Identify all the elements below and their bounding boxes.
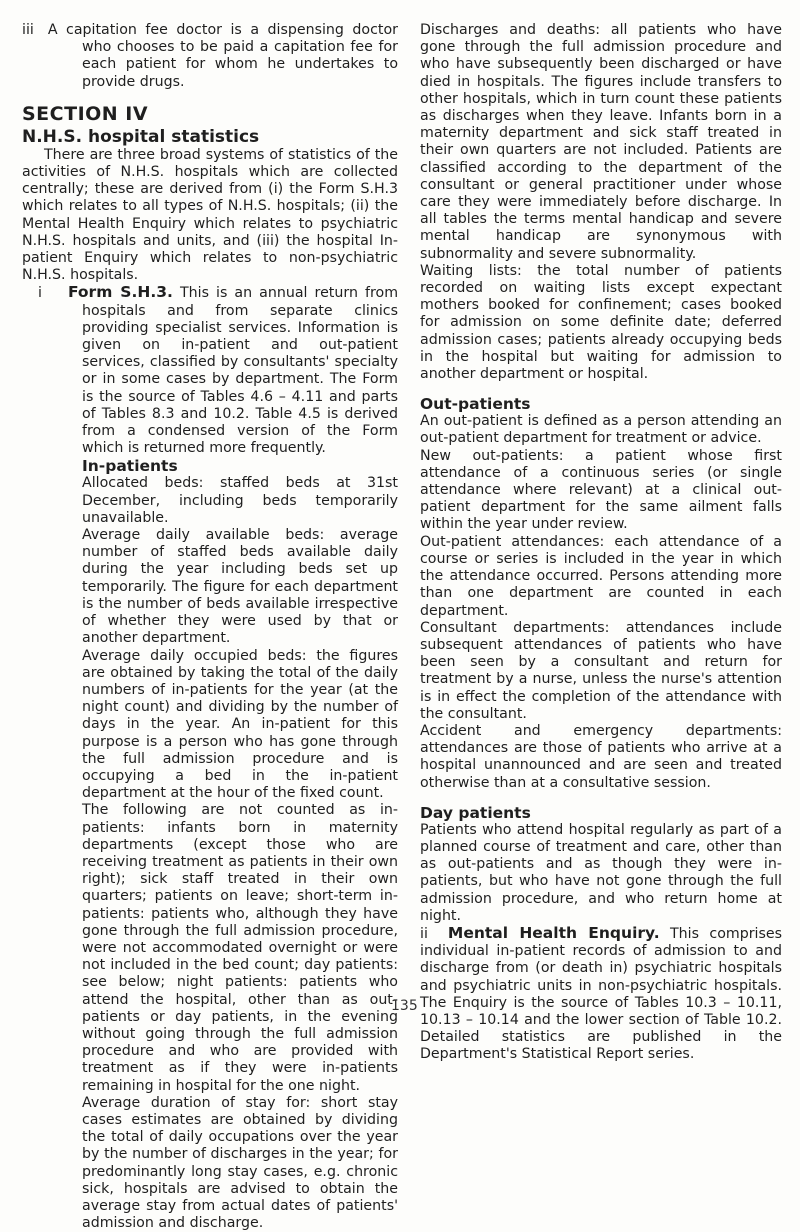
outpatient-attendances: Out-patient attendances: each attendance of a course or series is included in the year in which the attendance occurred. Persons attending more than one department are counted in each department. [420, 533, 782, 619]
average-duration-paragraph: Average duration of stay for: short stay cases estimates are obtained by dividing the total of daily occupations over the year by the number of discharges in the year; for predominantly long stay cases, e.g. chronic sick, hospitals are advised to obtain the average stay from actual dates of patients' admission and discharge. [82, 1094, 398, 1232]
daypatients-heading: Day patients [420, 803, 531, 822]
left-column [22, 22, 398, 1232]
average-available-beds: Average daily available beds: average number of staffed beds available daily during the year including beds set up temporarily. The figure for each department is the number of beds available irrespective of whether they were used by that or another department. [82, 527, 398, 647]
section-heading: SECTION IV [22, 102, 149, 125]
not-counted-paragraph: The following are not counted as in-patients: infants born in maternity departments (except those who are receiving treatment as patients in their own right); sick staff treated in their own quarters; patients on leave; short-term in-patients: patients who, although they have gone through the full admission procedure, were not accommodated overnight or were not included in the bed count; day patients: see below; night patients: patients who attend the hospital, other than as out-patients or day patients, in the evening without going through the full admission procedure and who are provided with treatment as if they were in-patients remaining in hospital for the one night. [82, 802, 398, 1094]
new-outpatients: New out-patients: a patient whose first attendance of a continuous series (or single attendance where relevant) at a clinical out-patient department for the same ailment falls within the year under review. [420, 447, 782, 533]
accident-emergency: Accident and emergency departments: attendances are those of patients who arrive at a hospital unannounced and are seen and treated otherwise than at a consultative session. [420, 722, 782, 791]
discharges-paragraph: Discharges and deaths: all patients who have gone through the full admission procedure and who have subsequently been discharged or have died in hospitals. The figures include transfers to other hospitals, which in turn count these patients as discharges when they leave. Infants born in a maternity department and sick staff treated in their own quarters are not included. Patients are classified according to the department of the consultant or general practitioner under whose care they were immediately before discharge. In all tables the terms mental handicap and severe mental handicap are synonymous with subnormality and severe subnormality. [420, 22, 782, 262]
average-occupied-beds: Average daily occupied beds: the figures are obtained by taking the total of the daily numbers of in-patients for the year (at the night count) and dividing by the number of days in the year. An in-patient for this purpose is a person who has gone through the full admission procedure and is occupying a bed in the in-patient department at the hour of the fixed count. [82, 647, 398, 802]
mental-health-enquiry-title: Mental Health Enquiry. [447, 923, 660, 942]
mental-health-enquiry-paragraph [420, 925, 782, 1064]
waiting-lists-paragraph: Waiting lists: the total number of patients recorded on waiting lists except expectant mothers booked for confinement; cases booked for admission on some definite date; deferred admission cases; patients already occupying beds in the hospital but waiting for admission to another department or hospital. [420, 262, 782, 383]
overview-paragraph: There are three broad systems of statistics of the activities of N.H.S. hospitals which are collected centrally; these are derived from (i) the Form S.H.3 which relates to all types of N.H.S. hospitals; (ii) the Mental Health Enquiry which relates to psychiatric N.H.S. hospitals and units, and (iii) the hospital In-patient Enquiry which relates to non-psychiatric N.H.S. hospitals. [22, 146, 398, 284]
capitation-paragraph [22, 22, 398, 91]
form-sh3-title: Form S.H.3. [67, 283, 173, 302]
allocated-beds: Allocated beds: staffed beds at 31st December, including beds temporarily unavailable. [82, 475, 398, 526]
outpatient-definition: An out-patient is defined as a person attending an out-patient department for treatment or advice. [420, 413, 782, 447]
daypatients-paragraph: Patients who attend hospital regularly as part of a planned course of treatment and care, other than as out-patients and as though they were in-patients, but who have not gone through the full admission procedure, and who return home at night. [420, 821, 782, 924]
form-sh3-paragraph [22, 284, 398, 457]
inpatients-block [22, 457, 398, 1232]
item-numeral-i: i [38, 285, 42, 302]
item-numeral-iii: iii [22, 22, 34, 38]
consultant-departments: Consultant departments: attendances include subsequent attendances of patients who have been seen by a consultant and return for treatment by a nurse, unless the nurse's attention is in effect the completion of the attendance with the consultant. [420, 619, 782, 722]
section-subheading: N.H.S. hospital statistics [22, 126, 260, 147]
right-column [420, 22, 782, 1064]
inpatients-heading: In-patients [82, 457, 178, 476]
mental-health-enquiry-text: This comprises individual in-patient records of admission to and discharge from (or death in) psychiatric hospitals and psychiatric units in non-psychiatric hospitals. The Enquiry is the source of Tables 10.3 – 10.11, 10.13 – 10.14 and the lower section of Table 10.2. Detailed statistics are published in the Department's Statistical Report series. [420, 925, 782, 1063]
item-numeral-ii: ii [420, 925, 428, 942]
form-sh3-text: This is an annual return from hospitals and from separate clinics providing specialist services. Information is given on in-patient and out-patient services, classified by consultants' specialty or in some cases by department. The Form is the source of Tables 4.6 – 4.11 and parts of Tables 8.3 and 10.2. Table 4.5 is derived from a condensed version of the Form which is returned more frequently. [82, 285, 399, 457]
outpatients-heading: Out-patients [420, 395, 531, 414]
capitation-text: A capitation fee doctor is a dispensing doctor who chooses to be paid a capitation fee for each patient for whom he undertakes to provide drugs. [47, 22, 398, 90]
page-number: 135 [391, 998, 418, 1014]
